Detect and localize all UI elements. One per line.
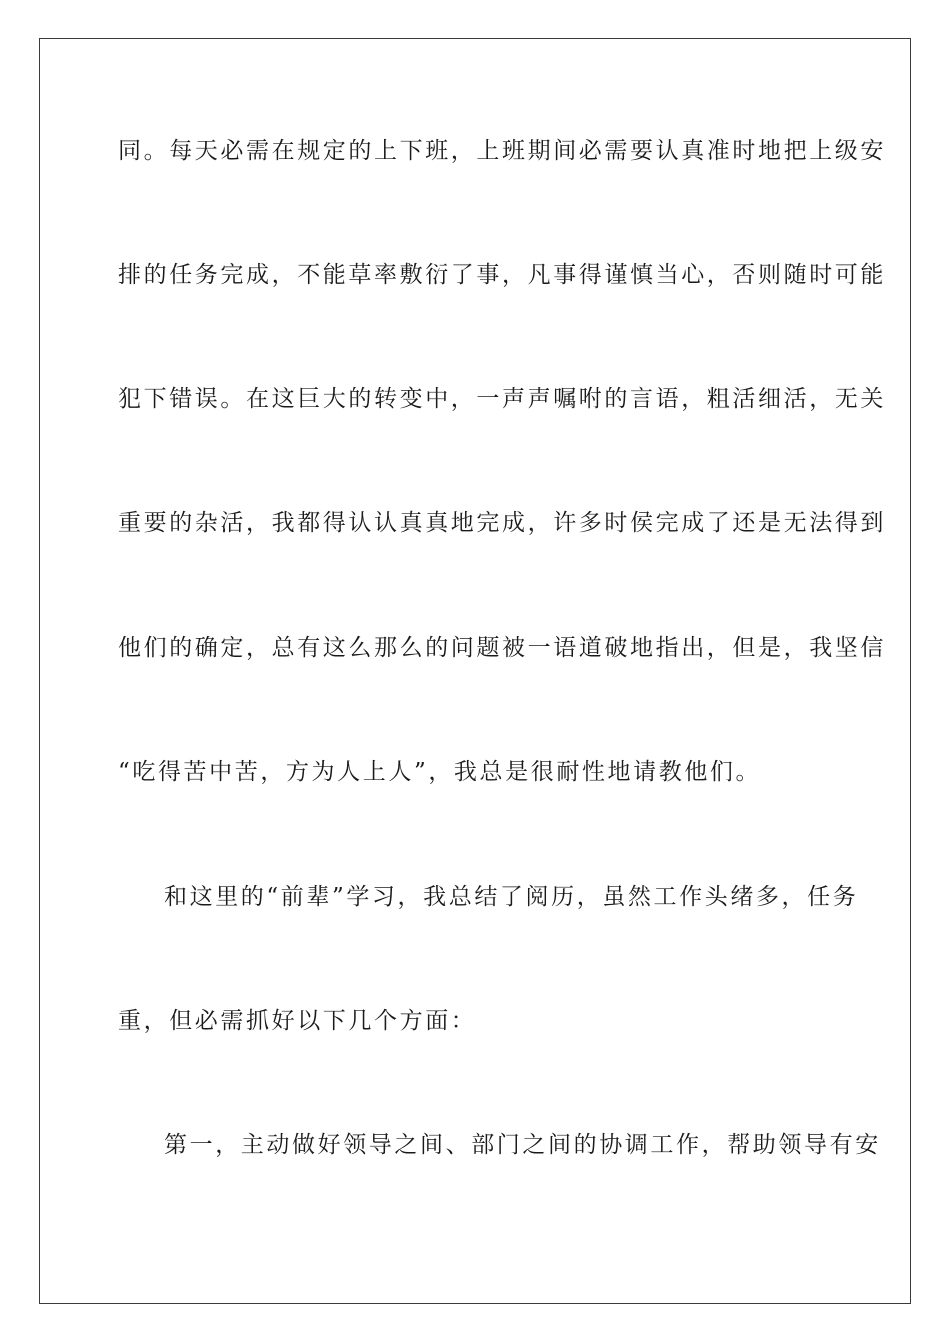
document-text-line: 他们的确定，总有这么那么的问题被一语道破地指出，但是，我坚信 xyxy=(118,635,886,661)
page-border xyxy=(39,38,911,1304)
document-text-line: 重要的杂活，我都得认认真真地完成，许多时侯完成了还是无法得到 xyxy=(118,510,886,536)
document-text-line: 犯下错误。在这巨大的转变中，一声声嘱咐的言语，粗活细活，无关 xyxy=(118,386,886,412)
document-text-line: 重，但必需抓好以下几个方面： xyxy=(118,1008,477,1034)
document-paragraph-start: 和这里的“前辈”学习，我总结了阅历，虽然工作头绪多，任务 xyxy=(164,884,859,910)
document-paragraph-start: 第一，主动做好领导之间、部门之间的协调工作，帮助领导有安 xyxy=(164,1132,881,1158)
document-text-line: 排的任务完成，不能草率敷衍了事，凡事得谨慎当心，否则随时可能 xyxy=(118,262,886,288)
document-text-line: “吃得苦中苦，方为人上人”，我总是很耐性地请教他们。 xyxy=(118,759,762,785)
document-text-line: 同。每天必需在规定的上下班，上班期间必需要认真准时地把上级安 xyxy=(118,138,886,164)
